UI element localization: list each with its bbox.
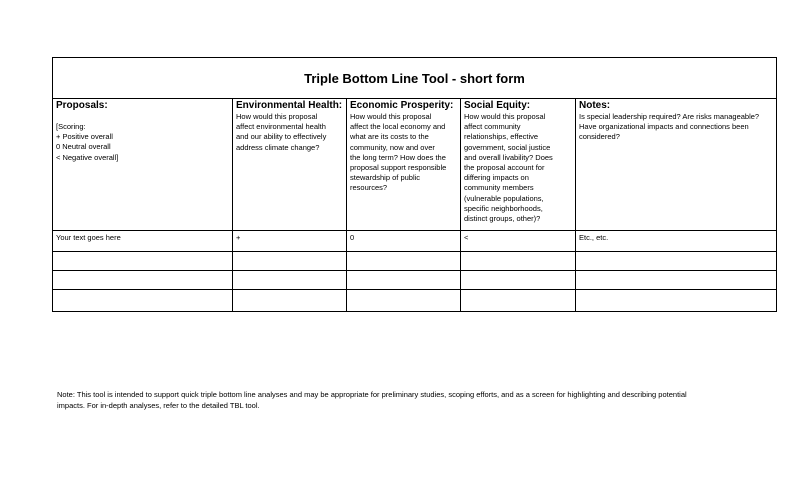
question-line: Is special leadership required? Are risks manageable? — [579, 112, 760, 121]
col-economic-prosperity — [347, 99, 461, 231]
table-cell[interactable] — [347, 271, 461, 290]
table-cell[interactable] — [53, 252, 233, 271]
table-cell[interactable] — [347, 290, 461, 312]
table-row — [53, 231, 777, 252]
question-line: differing impacts on — [464, 173, 529, 183]
table-cell[interactable]: + — [233, 231, 347, 252]
question-line: specific neighborhoods, — [464, 203, 543, 213]
col-heading: Notes: — [579, 100, 611, 111]
table-row — [53, 271, 777, 290]
table-cell[interactable]: < — [461, 231, 576, 252]
question-line: stewardship of public — [350, 173, 421, 183]
col-notes — [576, 99, 777, 231]
question-line: affect environmental health — [236, 122, 326, 132]
footnote-line: Note: This tool is intended to support quick triple bottom line analyses and may be appropriate for preliminary studies, scoping efforts, and as a screen for highlighting and describing potential — [57, 390, 687, 399]
table-cell[interactable] — [233, 290, 347, 312]
title-row — [53, 58, 777, 99]
table-cell[interactable] — [53, 290, 233, 312]
table-row — [53, 290, 777, 312]
col-heading: Social Equity: — [464, 100, 531, 111]
header-row — [53, 99, 777, 231]
question-line: How would this proposal — [350, 112, 432, 121]
question-line: (vulnerable populations, — [464, 193, 544, 203]
question-line: affect community — [464, 122, 521, 132]
question-line: proposal support responsible — [350, 163, 447, 173]
question-line: relationships, effective — [464, 132, 539, 142]
question-line: what are its costs to the — [350, 132, 429, 142]
col-environmental-health — [233, 99, 347, 231]
question-line: resources? — [350, 183, 388, 193]
col-heading: Proposals: — [56, 100, 108, 111]
table-cell[interactable]: 0 — [347, 231, 461, 252]
question-line: government, social justice — [464, 142, 551, 152]
tbl-table — [52, 57, 777, 312]
scoring-line: < Negative overall] — [56, 152, 119, 162]
col-social-equity — [461, 99, 576, 231]
question-line: considered? — [579, 132, 620, 142]
table-cell[interactable] — [233, 252, 347, 271]
footnote-line: impacts. For in-depth analyses, refer to the detailed TBL tool. — [57, 401, 260, 411]
question-line: How would this proposal — [464, 112, 546, 121]
table-cell[interactable] — [347, 252, 461, 271]
scoring-line: + Positive overall — [56, 132, 113, 142]
table-row — [53, 252, 777, 271]
question-line: affect the local economy and — [350, 122, 446, 132]
question-line: How would this proposal — [236, 112, 318, 121]
question-line: the long term? How does the — [350, 152, 446, 162]
table-cell[interactable]: Etc., etc. — [576, 231, 777, 252]
question-line: distinct groups, other)? — [464, 214, 541, 224]
table-cell[interactable] — [53, 271, 233, 290]
table-cell[interactable] — [576, 252, 777, 271]
col-heading: Economic Prosperity: — [350, 100, 454, 111]
table-title: Triple Bottom Line Tool - short form — [53, 58, 777, 99]
col-proposals — [53, 99, 233, 231]
table-cell[interactable] — [461, 252, 576, 271]
question-line: and our ability to effectively — [236, 132, 327, 142]
question-line: the proposal account for — [464, 163, 545, 173]
scoring-line: 0 Neutral overall — [56, 142, 111, 152]
table-cell[interactable] — [461, 290, 576, 312]
col-heading: Environmental Health: — [236, 100, 343, 111]
table-cell[interactable]: Your text goes here — [53, 231, 233, 252]
question-line: community, now and over — [350, 142, 435, 152]
table-cell[interactable] — [461, 271, 576, 290]
question-line: Have organizational impacts and connections been — [579, 122, 749, 132]
table-cell[interactable] — [233, 271, 347, 290]
footnote — [57, 389, 757, 412]
scoring-line: [Scoring: — [56, 122, 86, 131]
table-cell[interactable] — [576, 290, 777, 312]
question-line: address climate change? — [236, 142, 320, 152]
table-cell[interactable] — [576, 271, 777, 290]
question-line: community members — [464, 183, 534, 193]
question-line: and overall livability? Does — [464, 152, 553, 162]
